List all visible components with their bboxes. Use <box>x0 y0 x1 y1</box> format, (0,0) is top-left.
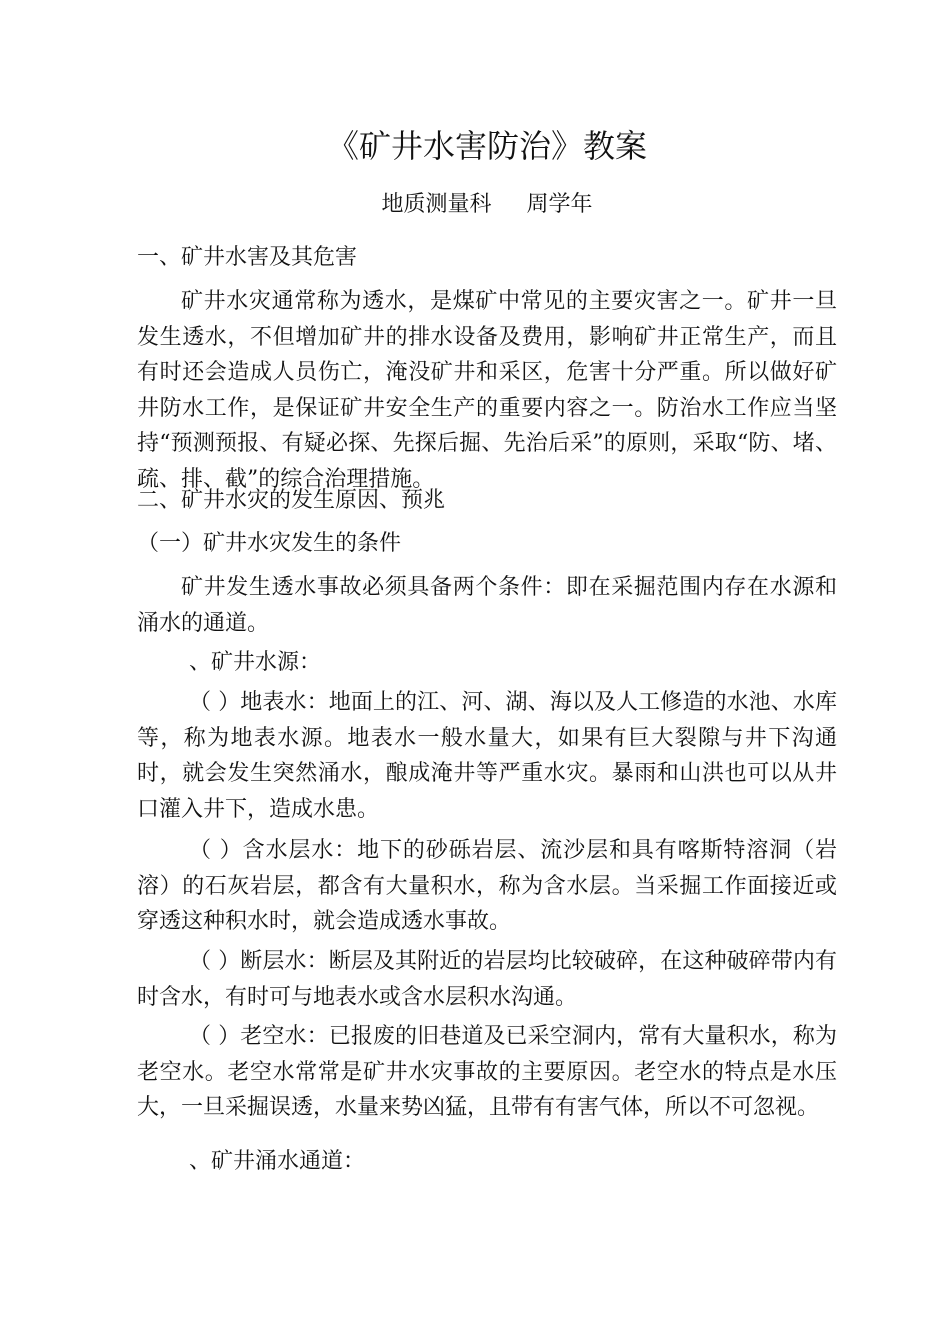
item1-paragraph-1: （ ）地表水：地面上的江、河、湖、海以及人工修造的水池、水库等，称为地表水源。地表水一般水量大，如果有巨大裂隙与井下沟通时，就会发生突然涌水，酿成淹井等严重水灾。暴雨和山洪也可以从井口灌入井下，造成水患。 <box>137 690 837 822</box>
item1-paragraph-2: （ ）含水层水：地下的砂砾岩层、流沙层和具有喀斯特溶洞（岩溶）的石灰岩层，都含有大量积水，称为含水层。当采掘工作面接近或穿透这种积水时，就会造成透水事故。 <box>137 838 837 934</box>
item1-paragraph-4: （ ）老空水：已报废的旧巷道及已采空洞内，常有大量积水，称为老空水。老空水常常是矿井水灾事故的主要原因。老空水的特点是水压大，一旦采掘误透，水量来势凶猛，且带有有害气体，所以不可忽视。 <box>137 1024 837 1120</box>
item1-heading: 、矿井水源： <box>189 650 322 675</box>
section1-paragraph: 矿井水灾通常称为透水，是煤矿中常见的主要灾害之一。矿井一旦发生透水，不但增加矿井的排水设备及费用，影响矿井正常生产，而且有时还会造成人员伤亡，淹没矿井和采区，危害十分严重。所以做好矿井防水工作，是保证矿井安全生产的重要内容之一。防治水工作应当坚持“预测预报、有疑必探、先探后掘、先治后采”的原则，采取“防、堵、疏、排、截”的综合治理措施。 <box>137 289 837 492</box>
section1-heading: 一、矿井水害及其危害 <box>137 245 358 270</box>
subsection1-heading: （一）矿井水灾发生的条件 <box>137 531 402 556</box>
item2-heading: 、矿井涌水通道： <box>189 1149 366 1174</box>
item1-paragraph-3: （ ）断层水：断层及其附近的岩层均比较破碎，在这种破碎带内有时含水，有时可与地表水或含水层积水沟通。 <box>137 949 837 1010</box>
document-author: 地质测量科 周学年 <box>381 192 593 217</box>
subsection1-paragraph: 矿井发生透水事故必须具备两个条件：即在采掘范围内存在水源和涌水的通道。 <box>137 575 837 636</box>
section2-heading: 二、矿井水灾的发生原因、预兆 <box>137 488 446 513</box>
document-title: 《矿井水害防治》教案 <box>326 127 647 165</box>
